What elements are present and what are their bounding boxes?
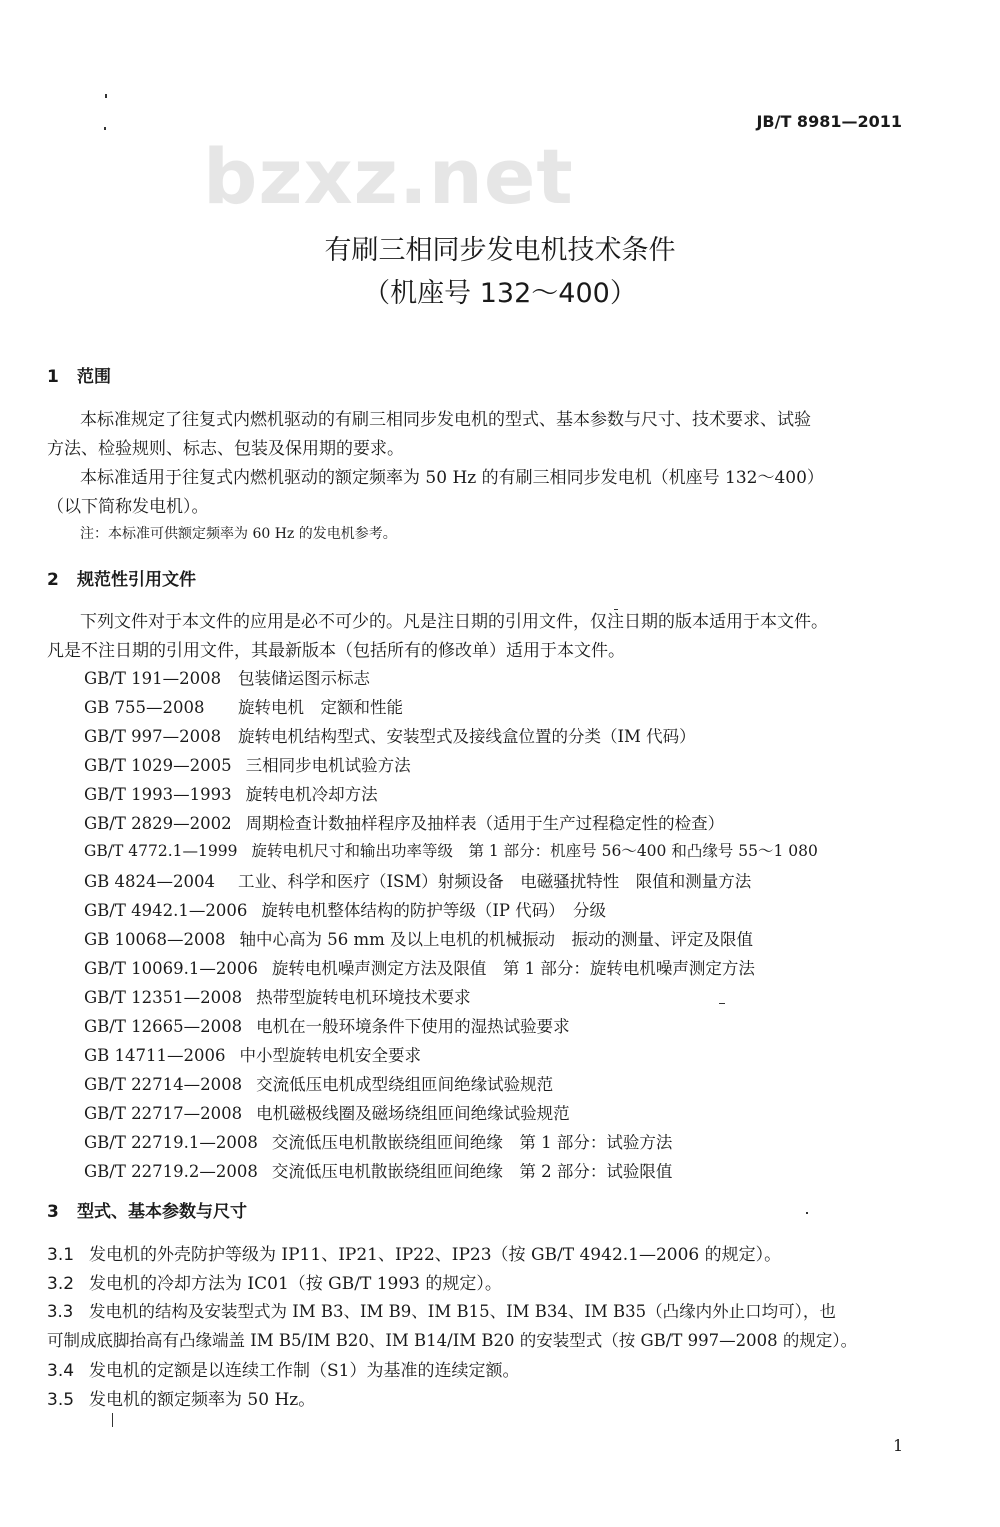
paragraph-line: 本标准适用于往复式内燃机驱动的额定频率为 50 Hz 的有刷三相同步发电机（机座号 132～400） (80, 468, 824, 488)
document-code: JB/T 8981—2011 (756, 112, 902, 131)
reference-item (84, 723, 696, 747)
watermark: bzxz.net (203, 132, 574, 221)
reference-item (84, 897, 606, 921)
reference-title: 中小型旋转电机安全要求 (239, 1046, 422, 1065)
reference-item (84, 1158, 672, 1182)
reference-title: 交流低压电机成型绕组匝间绝缘试验规范 (256, 1075, 554, 1094)
reference-code: GB/T 4772.1—1999 (84, 842, 238, 860)
document-title: 有刷三相同步发电机技术条件 (324, 235, 676, 266)
reference-code: GB/T 2829—2002 (84, 814, 232, 833)
reference-item (84, 781, 378, 805)
reference-item (84, 839, 818, 861)
clause-text: 发电机的冷却方法为 IC01（按 GB/T 1993 的规定）。 (89, 1274, 502, 1294)
reference-item (84, 665, 370, 689)
section-number: 2 (47, 570, 59, 590)
reference-title: 电机在一般环境条件下使用的湿热试验要求 (256, 1017, 570, 1036)
reference-title: 旋转电机噪声测定方法及限值 第 1 部分：旋转电机噪声测定方法 (271, 959, 755, 978)
section-title: 型式、基本参数与尺寸 (77, 1202, 247, 1222)
reference-code: GB 4824—2004 (84, 872, 216, 891)
page-number: 1 (893, 1436, 904, 1455)
clause-number: 3.1 (47, 1245, 75, 1265)
paragraph-line: （以下简称发电机）。 (47, 497, 209, 517)
reference-code: GB/T 997—2008 (84, 727, 222, 746)
reference-title: 旋转电机 定额和性能 (238, 698, 403, 717)
clause-text: 发电机的定额是以连续工作制（S1）为基准的连续定额。 (89, 1361, 520, 1381)
paragraph-line: 凡是不注日期的引用文件，其最新版本（包括所有的修改单）适用于本文件。 (47, 641, 625, 661)
clause-text: 发电机的结构及安装型式为 IM B3、IM B9、IM B15、IM B34、IM B35（凸缘内外止口均可），也 (89, 1302, 836, 1321)
scan-speck (112, 1413, 113, 1427)
reference-code: GB/T 22719.2—2008 (84, 1162, 258, 1181)
reference-title: 旋转电机冷却方法 (245, 785, 378, 804)
reference-item (84, 694, 403, 718)
reference-item (84, 1100, 570, 1124)
reference-title: 三相同步电机试验方法 (245, 756, 411, 775)
reference-code: GB/T 12351—2008 (84, 988, 243, 1007)
reference-item (84, 926, 753, 950)
clause-text: 发电机的额定频率为 50 Hz。 (89, 1390, 316, 1410)
reference-title: 旋转电机尺寸和输出功率等级 第 1 部分：机座号 56～400 和凸缘号 55～1 080 (251, 842, 818, 860)
scan-speck (719, 1003, 725, 1004)
reference-item (84, 752, 411, 776)
clause-number: 3.2 (47, 1274, 75, 1294)
clause (47, 1385, 315, 1410)
reference-title: 交流低压电机散嵌绕组匝间绝缘 第 1 部分：试验方法 (271, 1133, 673, 1152)
reference-item (84, 1042, 421, 1066)
reference-item (84, 868, 751, 892)
clause (47, 1240, 781, 1265)
reference-title: 交流低压电机散嵌绕组匝间绝缘 第 2 部分：试验限值 (271, 1162, 673, 1181)
clause-number: 3.3 (47, 1302, 74, 1321)
reference-title: 包装储运图示标志 (238, 669, 370, 688)
reference-code: GB/T 1993—1993 (84, 785, 232, 804)
reference-item (84, 1013, 570, 1037)
section-number: 1 (47, 367, 59, 387)
clause (47, 1269, 502, 1294)
reference-code: GB/T 10069.1—2006 (84, 959, 258, 978)
section-number: 3 (47, 1202, 59, 1222)
reference-item (84, 955, 755, 979)
reference-item (84, 810, 724, 834)
paragraph-line: 下列文件对于本文件的应用是必不可少的。凡是注日期的引用文件，仅注日期的版本适用于本文件。 (80, 612, 828, 632)
reference-item (84, 1129, 672, 1153)
clause-number: 3.4 (47, 1361, 75, 1381)
reference-code: GB/T 22717—2008 (84, 1104, 243, 1123)
paragraph-line: 本标准规定了往复式内燃机驱动的有刷三相同步发电机的型式、基本参数与尺寸、技术要求、试验 (80, 410, 811, 430)
reference-code: GB/T 191—2008 (84, 669, 222, 688)
reference-title: 工业、科学和医疗（ISM）射频设备 电磁骚扰特性 限值和测量方法 (238, 872, 752, 891)
reference-code: GB/T 22719.1—2008 (84, 1133, 258, 1152)
document-subtitle: （机座号 132～400） (363, 278, 637, 309)
section-2-heading (47, 565, 196, 590)
scan-speck (806, 1212, 808, 1214)
section-3-heading (47, 1197, 247, 1222)
paragraph-line: 方法、检验规则、标志、包装及保用期的要求。 (47, 439, 404, 459)
reference-item (84, 1071, 553, 1095)
reference-title: 旋转电机整体结构的防护等级（IP 代码） 分级 (261, 901, 606, 920)
reference-title: 热带型旋转电机环境技术要求 (256, 988, 471, 1007)
section-title: 范围 (77, 367, 111, 387)
clause-continuation: 可制成底脚抬高有凸缘端盖 IM B5/IM B20、IM B14/IM B20 的安装型式（按 GB/T 997—2008 的规定）。 (47, 1331, 858, 1350)
clause-number: 3.5 (47, 1390, 75, 1410)
reference-code: GB/T 1029—2005 (84, 756, 232, 775)
reference-code: GB 10068—2008 (84, 930, 226, 949)
section-1-heading (47, 362, 111, 387)
reference-code: GB/T 4942.1—2006 (84, 901, 248, 920)
section-title: 规范性引用文件 (77, 570, 196, 590)
reference-code: GB 14711—2006 (84, 1046, 226, 1065)
note: 注：本标准可供额定频率为 60 Hz 的发电机参考。 (80, 526, 397, 542)
reference-code: GB/T 22714—2008 (84, 1075, 243, 1094)
reference-code: GB 755—2008 (84, 698, 205, 717)
clause-text: 发电机的外壳防护等级为 IP11、IP21、IP22、IP23（按 GB/T 4942.1—2006 的规定）。 (89, 1245, 782, 1265)
scan-speck (104, 127, 106, 130)
reference-title: 电机磁极线圈及磁场绕组匝间绝缘试验规范 (256, 1104, 570, 1123)
reference-title: 旋转电机结构型式、安装型式及接线盒位置的分类（IM 代码） (238, 727, 696, 746)
clause (47, 1298, 836, 1322)
reference-title: 轴中心高为 56 mm 及以上电机的机械振动 振动的测量、评定及限值 (239, 930, 754, 949)
clause (47, 1356, 519, 1381)
reference-code: GB/T 12665—2008 (84, 1017, 243, 1036)
reference-item (84, 984, 471, 1008)
reference-title: 周期检查计数抽样程序及抽样表（适用于生产过程稳定性的检查） (245, 814, 725, 833)
scan-speck (105, 94, 107, 98)
